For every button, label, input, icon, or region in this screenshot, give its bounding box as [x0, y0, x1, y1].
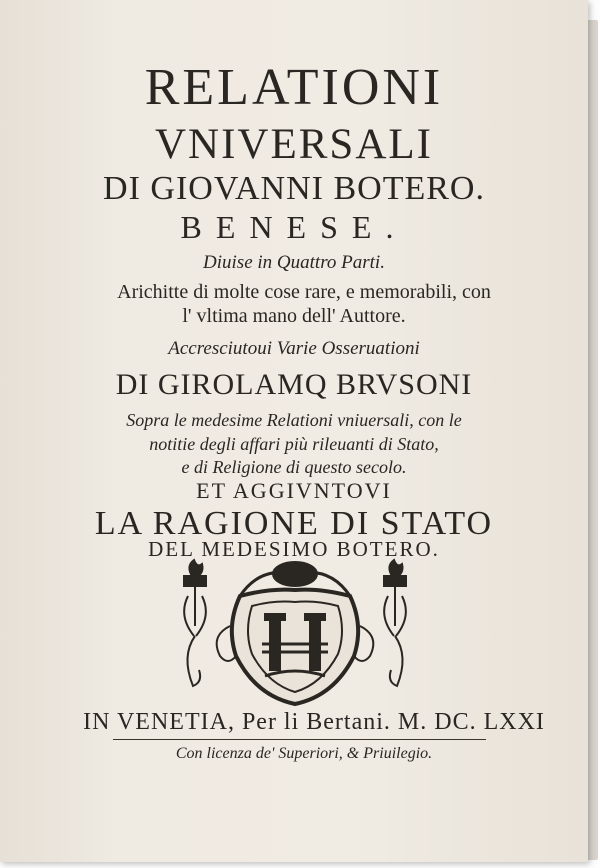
second-title: LA RAGIONE DI STATO [94, 505, 494, 542]
author-line: DI GIOVANNI BOTERO. [103, 170, 485, 207]
description-line-2: notitie degli affari più rileuanti di Stato, [149, 434, 439, 454]
printer-crest-emblem [170, 556, 420, 706]
contributor-line: DI GIROLAMQ BRVSONI [115, 368, 473, 401]
subtitle-line-2: l' vltima mano dell' Auttore. [182, 305, 406, 327]
additions-line: Accresciutoui Varie Osseruationi [168, 338, 420, 359]
title-line-1: RELATIONI [144, 59, 444, 116]
title-line-2: VNIVERSALI [155, 121, 433, 168]
subtitle-line-1: Arichitte di molte cose rare, e memorabili, con [117, 281, 491, 303]
addition-heading: ET AGGIVNTOVI [196, 478, 392, 503]
description-line-1: Sopra le medesime Relationi vniuersali, con le [126, 410, 462, 430]
author-origin: BENESE. [180, 209, 408, 245]
second-title-author: DEL MEDESIMO BOTERO. [148, 537, 440, 561]
subtitle-parts: Diuise in Quattro Parti. [203, 252, 385, 273]
license-line: Con licenza de' Superiori, & Priuilegio. [175, 745, 433, 762]
description-line-3: e di Religione di questo secolo. [181, 457, 407, 477]
imprint-line: IN VENETIA, Per li Bertani. M. DC. LXXI [83, 709, 545, 735]
imprint-rule [113, 739, 486, 740]
